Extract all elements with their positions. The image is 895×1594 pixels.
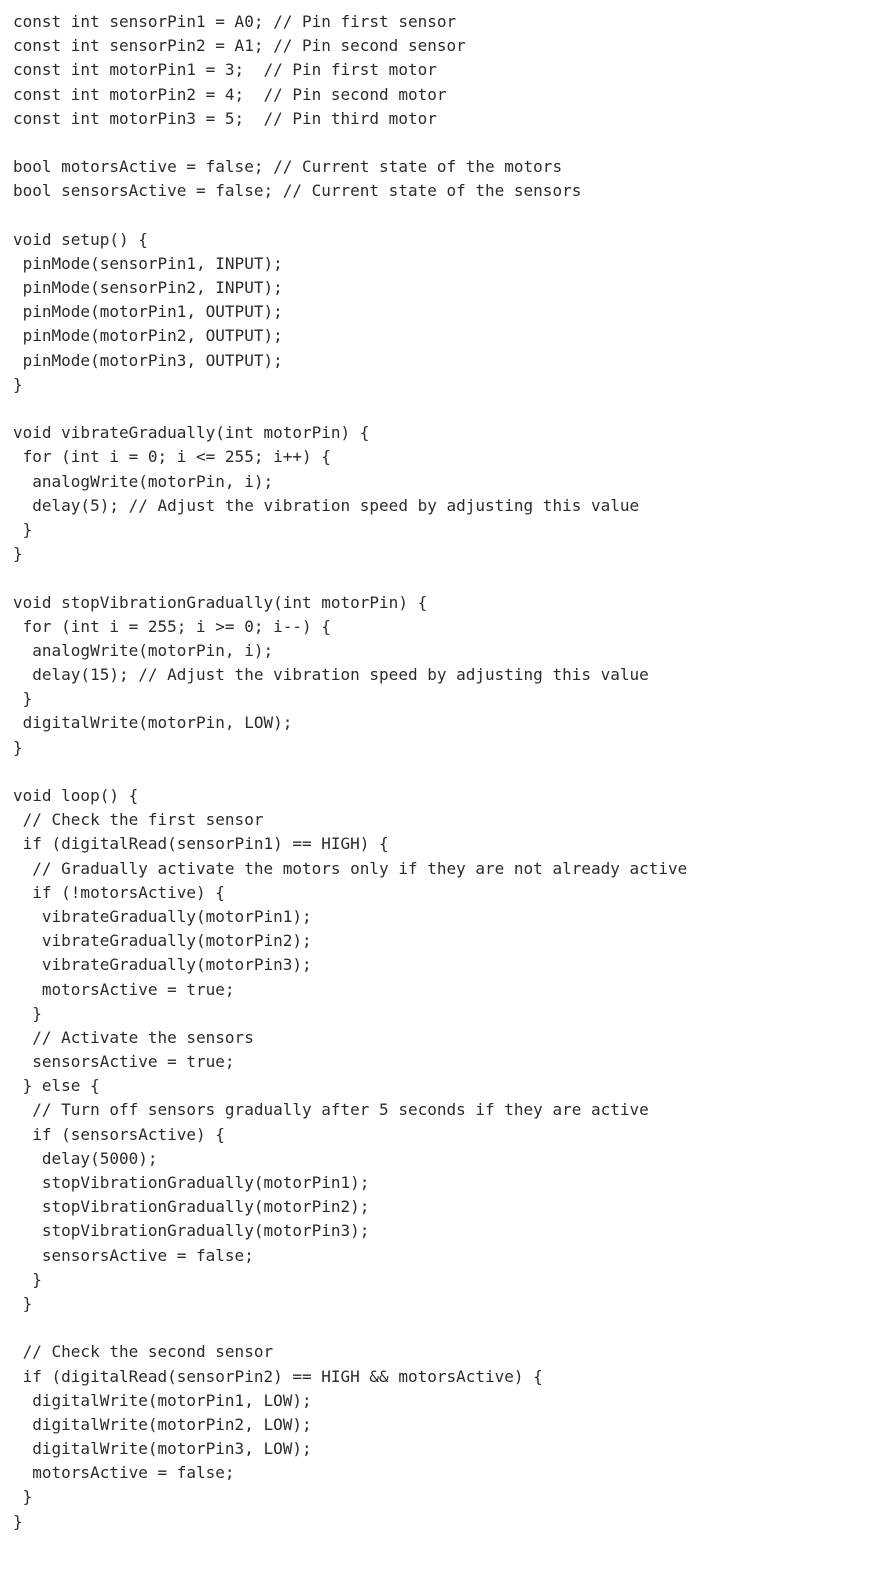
code-line: const int sensorPin1 = A0; // Pin first sensor bbox=[13, 12, 457, 31]
code-line: motorsActive = false; bbox=[13, 1463, 235, 1483]
code-line: pinMode(motorPin2, OUTPUT); bbox=[13, 326, 283, 346]
code-line: } bbox=[13, 519, 33, 539]
code-line: vibrateGradually(motorPin3); bbox=[13, 955, 312, 975]
code-line: } bbox=[13, 1511, 23, 1531]
code-line: } bbox=[13, 544, 23, 564]
code-line: void stopVibrationGradually(int motorPin) { bbox=[13, 592, 428, 612]
code-line: digitalWrite(motorPin1, LOW); bbox=[13, 1390, 312, 1410]
code-line: digitalWrite(motorPin2, LOW); bbox=[13, 1414, 312, 1434]
code-line: for (int i = 255; i >= 0; i--) { bbox=[13, 616, 331, 636]
code-line bbox=[13, 1316, 687, 1340]
code-line: } bbox=[13, 689, 33, 709]
code-line: delay(5000); bbox=[13, 1148, 158, 1168]
code-line bbox=[13, 566, 687, 590]
code-line: const int motorPin2 = 4; // Pin second motor bbox=[13, 84, 447, 104]
code-line: delay(5); // Adjust the vibration speed by adjusting this value bbox=[13, 495, 640, 515]
code-line: delay(15); // Adjust the vibration speed by adjusting this value bbox=[13, 665, 649, 685]
code-line bbox=[13, 397, 687, 421]
code-line bbox=[13, 760, 687, 784]
code-line: if (!motorsActive) { bbox=[13, 882, 225, 902]
code-line: analogWrite(motorPin, i); bbox=[13, 640, 274, 660]
code-line: if (digitalRead(sensorPin2) == HIGH && motorsActive) { bbox=[13, 1366, 543, 1386]
code-line: const int motorPin3 = 5; // Pin third motor bbox=[13, 108, 437, 128]
code-line: const int sensorPin2 = A1; // Pin second sensor bbox=[13, 36, 466, 56]
code-line: stopVibrationGradually(motorPin2); bbox=[13, 1197, 370, 1217]
code-line: void vibrateGradually(int motorPin) { bbox=[13, 423, 370, 443]
code-line: void loop() { bbox=[13, 786, 139, 805]
code-line bbox=[13, 204, 687, 228]
code-line: // Check the second sensor bbox=[13, 1342, 274, 1362]
code-line: stopVibrationGradually(motorPin1); bbox=[13, 1173, 370, 1192]
code-line: } bbox=[13, 737, 23, 757]
code-line: } bbox=[13, 1269, 42, 1289]
code-line: // Check the first sensor bbox=[13, 810, 264, 830]
code-line: pinMode(sensorPin2, INPUT); bbox=[13, 278, 283, 298]
code-line: pinMode(motorPin3, OUTPUT); bbox=[13, 350, 283, 370]
code-line: stopVibrationGradually(motorPin3); bbox=[13, 1221, 370, 1241]
code-line: // Gradually activate the motors only if they are not already active bbox=[13, 858, 688, 878]
code-line: digitalWrite(motorPin, LOW); bbox=[13, 713, 293, 733]
code-block bbox=[13, 10, 687, 1534]
code-line: const int motorPin1 = 3; // Pin first motor bbox=[13, 60, 437, 80]
code-line: sensorsActive = false; bbox=[13, 1245, 254, 1265]
code-line: pinMode(sensorPin1, INPUT); bbox=[13, 253, 283, 273]
code-line: } else { bbox=[13, 1076, 100, 1096]
code-line: if (sensorsActive) { bbox=[13, 1124, 225, 1144]
code-line: analogWrite(motorPin, i); bbox=[13, 471, 274, 491]
code-line: } bbox=[13, 1487, 33, 1507]
code-line bbox=[13, 131, 687, 155]
code-line: digitalWrite(motorPin3, LOW); bbox=[13, 1439, 312, 1459]
code-line: } bbox=[13, 1003, 42, 1023]
code-line: // Activate the sensors bbox=[13, 1027, 254, 1047]
code-line: bool sensorsActive = false; // Current state of the sensors bbox=[13, 181, 582, 201]
code-line: } bbox=[13, 374, 23, 394]
code-line: if (digitalRead(sensorPin1) == HIGH) { bbox=[13, 834, 389, 854]
code-line: // Turn off sensors gradually after 5 seconds if they are active bbox=[13, 1100, 649, 1120]
code-line: motorsActive = true; bbox=[13, 979, 235, 999]
code-line: pinMode(motorPin1, OUTPUT); bbox=[13, 302, 283, 322]
code-line: for (int i = 0; i <= 255; i++) { bbox=[13, 447, 331, 467]
code-line: vibrateGradually(motorPin2); bbox=[13, 931, 312, 951]
code-line: void setup() { bbox=[13, 229, 148, 249]
code-line: } bbox=[13, 1293, 33, 1313]
code-line: vibrateGradually(motorPin1); bbox=[13, 906, 312, 926]
code-line: sensorsActive = true; bbox=[13, 1052, 235, 1072]
code-line: bool motorsActive = false; // Current state of the motors bbox=[13, 157, 563, 177]
